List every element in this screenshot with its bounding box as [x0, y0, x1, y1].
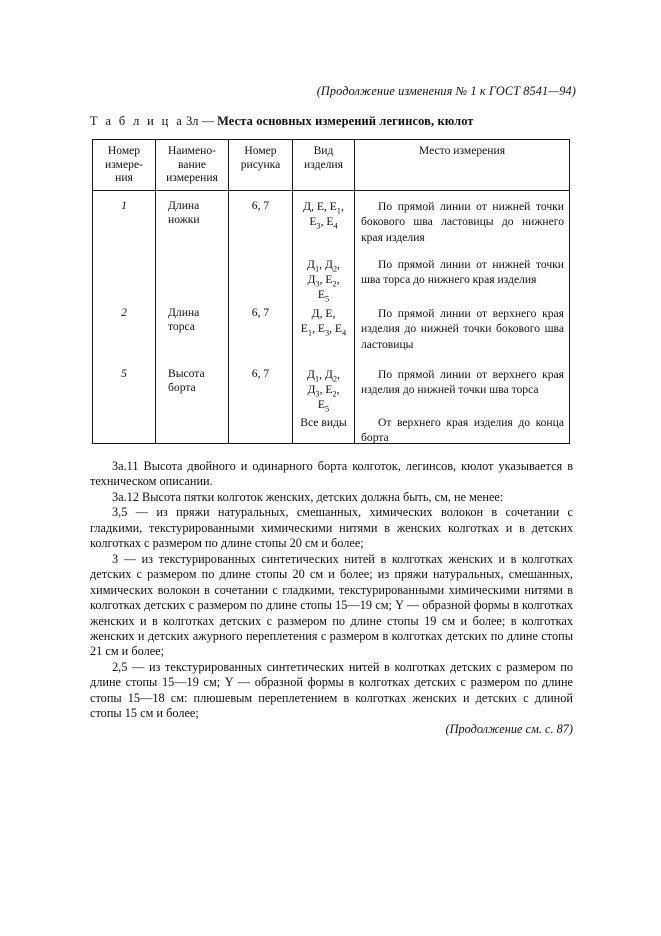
- measurement-number: 1: [121, 199, 127, 213]
- measurement-place: [355, 367, 569, 398]
- kind-line: $Е_1$, $Е_3$, $Е_4$: [300, 322, 347, 338]
- kind-line: $Д_3$, $Е_2$,: [307, 383, 340, 399]
- table-header-row: [93, 140, 570, 191]
- th-measurement-number: [93, 140, 156, 191]
- product-kind: [293, 415, 354, 430]
- cell-product-kinds: [293, 191, 355, 444]
- place-text: По прямой линии от верхнего края изделия до нижней точки шва торса: [361, 368, 564, 397]
- kind-line: $Д_1$, $Д_2$,: [307, 258, 340, 274]
- th-measurement-name: [156, 140, 229, 191]
- th-measurement-place: [355, 140, 570, 191]
- th-line: изделия: [304, 157, 343, 171]
- continuation-note: (Продолжение см. с. 87): [445, 721, 573, 736]
- table-header: [93, 140, 570, 191]
- product-kind: [293, 367, 354, 412]
- product-kind: [293, 199, 354, 229]
- table-caption-dash: —: [201, 114, 214, 128]
- place-text: По прямой линии от верхнего края изделия до нижней точки бокового шва ластовицы: [361, 307, 564, 351]
- measurement-place: [355, 306, 569, 352]
- measurement-place: [355, 199, 569, 245]
- measurement-name: [156, 199, 228, 226]
- paragraph-3a-12: 3а.12 Высота пятки колготок женских, детских должна быть, см, не менее:: [112, 489, 504, 504]
- place-text: По прямой линии от нижней точки бокового шва ластовицы до нижнего края изделия: [361, 200, 564, 244]
- table-body: [93, 191, 570, 444]
- name-line: ножки: [168, 212, 200, 226]
- kind-line: $Е_5$: [317, 398, 330, 414]
- table-caption-label: Т а б л и ц а: [90, 114, 185, 128]
- measurement-place: [355, 257, 569, 288]
- table-caption-number: 3л: [186, 114, 199, 128]
- kind-line: $Е_3$, $Е_4$: [309, 215, 338, 231]
- th-line: Вид: [313, 144, 334, 157]
- paragraph-item-3: 3 — из текстурированных синтетических нитей в колготках женских и в колготках детских с размером по длине стопы 20 см и более; из пряжи натуральных, смешанных, химических волокон в сочетании с гладкими, текстурированными химическими нитями в колготках детских с размером по длине стопы 15—19 см; Y — образной формы в колготках женских и в колготках детских с размером по длине стопы 19 см и более; в колготках женских и детских ажурного переплетения с размером в колготках детских по длине стопы 21 см и более;: [90, 551, 573, 659]
- cell-figure-numbers: [229, 191, 293, 444]
- name-line: борта: [168, 380, 196, 394]
- th-line: Место измерения: [418, 144, 506, 157]
- kind-line: Д, Е, $Е_1$,: [303, 200, 344, 216]
- paragraph-3a-11: 3а.11 Высота двойного и одинарного борта колготок, легинсов, кюлот указывается в техническом описании.: [90, 459, 573, 489]
- kind-line: Все виды: [300, 416, 347, 430]
- name-line: торса: [168, 319, 195, 333]
- kind-line: $Д_3$, $Е_2$,: [307, 273, 340, 289]
- paragraph-item-2-5: 2,5 — из текстурированных синтетических нитей в колготках детских с размером по длине стопы 15—19 см; Y — образной формы в колготках детских с размером по длине стопы 15—18 см: плюшевым переплетением в колготках женских и детских с длиной стопы 15 см и более;: [90, 659, 573, 721]
- kind-line: $Е_5$: [317, 288, 330, 304]
- measurement-number: 5: [121, 367, 127, 381]
- figure-number: 6, 7: [251, 199, 270, 213]
- th-line: Номер: [244, 144, 277, 157]
- measurement-name: [156, 306, 228, 333]
- name-line: Высота: [168, 367, 205, 381]
- th-product-kind: [293, 140, 355, 191]
- body-text: [90, 459, 573, 737]
- th-line: Номер: [107, 144, 141, 157]
- running-head: (Продолжение изменения № 1 к ГОСТ 8541—94): [316, 84, 576, 98]
- name-line: Длина: [168, 199, 200, 213]
- cell-measurement-places: [355, 191, 570, 444]
- measurements-table: [92, 139, 570, 444]
- table-caption: [90, 114, 576, 129]
- place-text: По прямой линии от нижней точки шва торса до нижнего края изделия: [361, 258, 564, 287]
- name-line: Длина: [168, 306, 200, 320]
- cell-measurement-numbers: [93, 191, 156, 444]
- figure-number: 6, 7: [251, 367, 270, 381]
- th-figure-number: [229, 140, 293, 191]
- place-text: От верхнего края изделия до конца борта: [361, 416, 564, 445]
- th-line: ния: [115, 171, 133, 185]
- th-line: вание: [177, 157, 207, 171]
- measurement-number: 2: [121, 306, 127, 320]
- measurement-name: [156, 367, 228, 394]
- paragraph-item-3-5: 3,5 — из пряжи натуральных, смешанных, химических волокон в сочетании с гладкими, текстурированными химическими нитями в женских колготках и в детских колготках с размером по длине стопы 20 см и более;: [90, 505, 573, 551]
- product-kind: [293, 306, 354, 336]
- measurement-place: [355, 415, 569, 446]
- th-line: рисунка: [240, 157, 281, 171]
- th-line: измерения: [166, 171, 218, 185]
- kind-line: Д, Е,: [311, 307, 336, 321]
- product-kind: [293, 257, 354, 302]
- kind-line: $Д_1$, $Д_2$,: [307, 368, 340, 384]
- table-caption-title: Места основных измерений легинсов, кюлот: [217, 114, 474, 128]
- th-line: измере-: [105, 157, 143, 171]
- table-row: [93, 191, 570, 444]
- th-line: Наимено-: [167, 144, 217, 157]
- figure-number: 6, 7: [251, 306, 270, 320]
- cell-measurement-names: [156, 191, 229, 444]
